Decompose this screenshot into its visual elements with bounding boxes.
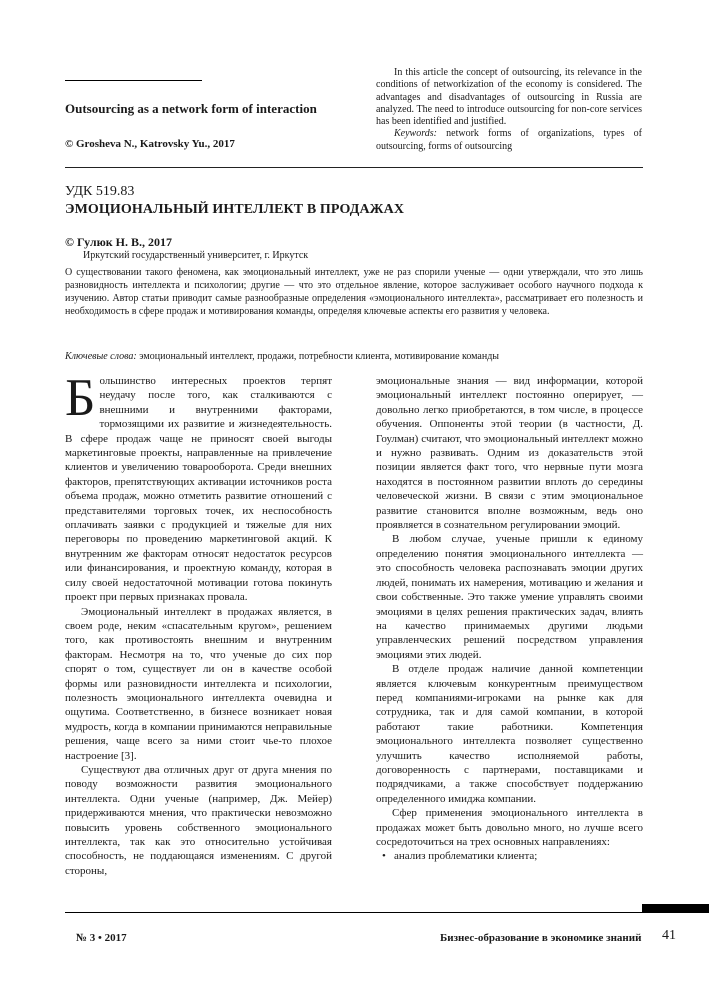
keywords-label: Ключевые слова: <box>65 351 137 362</box>
keywords-text: эмоциональный интеллект, продажи, потребности клиента, мотивирование команды <box>139 351 500 362</box>
top-rule <box>65 80 202 81</box>
prev-keywords-label: Keywords: <box>394 128 437 140</box>
paragraph: В любом случае, ученые пришли к единому определению понятия эмоционального интеллекта — это способность человека распознавать эмоции других людей, понимать их намерения, мотивацию и желания и свои собственные. Это также умение управлять своими эмоциями в целях решения практических задач, влиять на качество принимаемых другими людьми управленческих решений посредством управления эмоциями этих людей. <box>376 533 643 661</box>
page-number: 41 <box>662 928 676 943</box>
paragraph: Сфер применения эмоционального интеллекта в продажах может быть довольно много, но лучше всего сосредоточиться на трех основных направлениях: <box>376 807 643 848</box>
prev-article-title: Outsourcing as a network form of interaction <box>65 101 317 116</box>
prev-keywords-text: network forms of organizations, types of outsourcing, forms of outsourcing <box>376 128 643 152</box>
list-item-text: анализ проблематики клиента; <box>394 850 538 863</box>
article-keywords <box>65 351 643 362</box>
udk-code: УДК 519.83 <box>65 184 135 199</box>
prev-article-author: © Grosheva N., Katrovsky Yu., 2017 <box>65 138 235 150</box>
author-affiliation: Иркутский государственный университет, г. Иркутск <box>83 250 309 261</box>
body-column-left <box>65 369 332 878</box>
paragraph <box>65 369 332 605</box>
prev-article-abstract-block <box>376 67 642 153</box>
bullet-icon: • <box>382 850 386 863</box>
list-item <box>376 849 643 863</box>
paragraph: Существуют два отличных друг от друга мнения по поводу возможности развития эмоционального интеллекта. Одни ученые (например, Дж. Мейер) придерживаются мнения, что практически невозможно повысить уровень собственного эмоционального интеллекта, так как это относительно устойчивая способность, не поддающаяся изменениям. С другой стороны, <box>65 763 332 877</box>
article-title: ЭМОЦИОНАЛЬНЫЙ ИНТЕЛЛЕКТ В ПРОДАЖАХ <box>65 202 405 217</box>
footer-rule <box>65 912 643 913</box>
article-author: © Гулюк Н. В., 2017 <box>65 235 172 249</box>
section-divider <box>65 167 643 168</box>
article-abstract: О существовании такого феномена, как эмоциональный интеллект, уже не раз спорили ученые — одни утверждали, что это лишь разновидность интеллекта и психологии; другие — что это отдельное явление, которое заслуживает особого научного подхода к изучению. Автор статьи приводит самые разнообразные определения «эмоционального интеллекта», рассматривает его полезность и необходимость в сфере продаж и мотивирования команды, определяя ключевые аспекты его развития у человека. <box>65 267 643 317</box>
prev-article-abstract: In this article the concept of outsourcing, its relevance in the conditions of networkization of the economy is considered. The advantages and disadvantages of outsourcing in Russia are analyzed. The need to introduce outsourcing for non-core services has been identified and justified. <box>376 67 642 128</box>
prev-article-keywords <box>376 128 642 153</box>
issue-number: № 3 • 2017 <box>76 932 127 944</box>
journal-name: Бизнес-образование в экономике знаний <box>440 932 642 944</box>
paragraph: В отделе продаж наличие данной компетенции является ключевым конкурентным преимуществом перед компаниями-игроками на рынке как для сотрудника, так и для самой компании, в которой работают такие работники. Компетенция эмоционального интеллекта позволяет существенно улучшить качество исполняемой работы, договоренность с партнерами, поставщиками и подрядчиками, а также способствует поддержанию определенного имиджа компании. <box>376 663 643 805</box>
footer-bar <box>642 904 709 913</box>
paragraph-text: ольшинство интересных проектов терпят неудачу после того, как сталкиваются с внешними и внутренними факторами, тормозящими их развитие и жизнедеятельность. В сфере продаж чаще не приносят своей выгоды маркетинговые проекты, направленные на привлечение клиентов и увеличению товарооборота. Среди внешних факторов, препятствующих активации источников роста объема продаж, можно отметить развитие отношений с представителями торговых точек, их неспособность оплачивать заявки с продукцией и тяжелые для них переговоры по проведению маркетинговой акций. К внутренним же факторам относят недостаток ресурсов или финансирования, и проектную команду, которая в силу своей недостаточной мотивации готова покинуть проект при первых признаках провала. <box>65 375 332 604</box>
drop-cap: Б <box>65 369 96 427</box>
paragraph: эмоциональные знания — вид информации, которой эмоциональный интеллект постоянно оперирует, — довольно легко приобретаются, в том числе, в процессе обучения. Оппоненты этой теории (в частности, Д. Гоулман) считают, что эмоциональный интеллект можно и нужно развивать. Одним из доказательств этой позиции является факт того, что нервные пути мозга находятся в постоянном развитии вплоть до середины человеческой жизни. В связи с этим эмоциональное развитие становится вполне возможным, ведь оно проявляется в сознательном регулировании эмоций. <box>376 375 643 532</box>
paragraph: Эмоциональный интеллект в продажах является, в своем роде, неким «спасательным кругом», решением того, как противостоять внешним и внутренним факторам. Несмотря на то, что ученые до сих пор спорят о том, существует ли он в качестве особой формы или разновидности интеллекта и психологии, полезность эмоционального интеллекта очевидна и ощутима. Соответственно, в бизнесе возникает новая мудрость, когда в компании принимаются неправильные решения, чаще всего за ними стоит чье-то плохое настроение [3]. <box>65 605 332 762</box>
body-column-right <box>376 374 643 864</box>
